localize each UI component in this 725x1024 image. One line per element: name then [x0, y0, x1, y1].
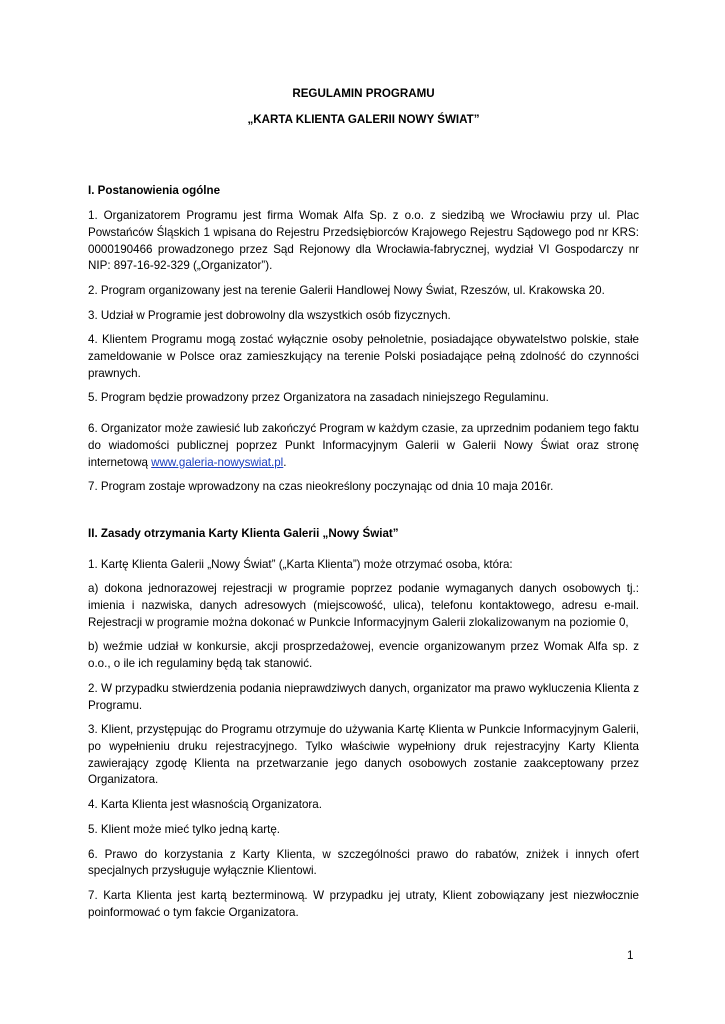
section2-paragraph-2: 2. W przypadku stwierdzenia podania nieprawdziwych danych, organizator ma prawo wykluczenia Klienta z Programu. — [88, 681, 639, 712]
section2-paragraph-5: 5. Klient może mieć tylko jedną kartę. — [88, 822, 281, 836]
document-page — [88, 86, 639, 929]
section1-paragraph-6-end: . — [283, 455, 287, 469]
section1-paragraph-1: 1. Organizatorem Programu jest firma Womak Alfa Sp. z o.o. z siedzibą we Wrocławiu przy ul. Plac Powstańców Śląskich 1 wpisana do Rejestru Przedsiębiorców Krajowego Rejestru Sądowego pod nr KRS: 0000190466 prowadzonego przez Sąd Rejonowy dla Wrocławia-fabrycznej, wydział VI Gospodarczy nr NIP: 897-16-92-329 („Organizator”). — [88, 209, 639, 273]
section2-paragraph-4: 4. Karta Klienta jest własnością Organizatora. — [88, 798, 322, 812]
document-title-line1: REGULAMIN PROGRAMU — [292, 87, 435, 100]
section1-paragraph-7: 7. Program zostaje wprowadzony na czas nieokreślony poczynając od dnia 10 maja 2016r. — [88, 480, 554, 494]
section1-paragraph-4: 4. Klientem Programu mogą zostać wyłącznie osoby pełnoletnie, posiadające obywatelstwo polskie, stałe zameldowanie w Polsce oraz zamieszkujący na terenie Polski posiadające pełną zdolność do czynności prawnych. — [88, 333, 639, 380]
website-link[interactable]: www.galeria-nowyswiat.pl — [151, 455, 284, 469]
section2-heading: II. Zasady otrzymania Karty Klienta Galerii „Nowy Świat” — [88, 526, 399, 540]
section2-paragraph-7: 7. Karta Klienta jest kartą bezterminową. W przypadku jej utraty, Klient zobowiązany jest niezwłocznie poinformować o tym fakcie Organizatora. — [88, 888, 639, 919]
section1-paragraph-5: 5. Program będzie prowadzony przez Organizatora na zasadach niniejszego Regulaminu. — [88, 391, 549, 405]
section1-heading: I. Postanowienia ogólne — [88, 184, 221, 198]
section1-paragraph-6 — [88, 421, 639, 471]
section1-paragraph-6-text: 6. Organizator może zawiesić lub zakończyć Program w każdym czasie, za uprzednim podaniem tego faktu do wiadomości publicznej poprzez Punkt Informacyjnym Galerii w Galerii Nowy Świat oraz stronę internetową — [88, 422, 639, 469]
section1-paragraph-3: 3. Udział w Programie jest dobrowolny dla wszystkich osób fizycznych. — [88, 308, 451, 322]
page-number: 1 — [627, 949, 634, 962]
section2-paragraph-6: 6. Prawo do korzystania z Karty Klienta, w szczególności prawo do rabatów, zniżek i innych ofert specjalnych przysługuje wyłącznie Klientowi. — [88, 847, 639, 878]
section-spacer — [88, 504, 639, 526]
section2-paragraph-3: 3. Klient, przystępując do Programu otrzymuje do używania Kartę Klienta w Punkcie Informacyjnym Galerii, po wypełnieniu druku rejestracyjnego. Tylko właściwie wypełniony druk rejestracyjny Karty Klienta zawierający zgodę Klienta na przetwarzanie jego danych osobowych zostanie zaakceptowany przez Organizatora. — [88, 723, 639, 787]
section1-paragraph-2: 2. Program organizowany jest na terenie Galerii Handlowej Nowy Świat, Rzeszów, ul. Krakowska 20. — [88, 283, 605, 297]
section2-paragraph-1: 1. Kartę Klienta Galerii „Nowy Świat” („Karta Klienta”) może otrzymać osoba, która: — [88, 557, 513, 571]
section2-paragraph-a: a) dokona jednorazowej rejestracji w programie poprzez podanie wymaganych danych osobowych tj.: imienia i nazwiska, danych adresowych (miejscowość, ulica), telefonu kontaktowego, adresu e-mail. Rejestracji w programie można dokonać w Punkcie Informacyjnym Galerii zlokalizowanym na poziomie 0, — [88, 582, 639, 629]
document-title-line2: „KARTA KLIENTA GALERII NOWY ŚWIAT” — [247, 112, 480, 126]
section2-paragraph-b: b) weźmie udział w konkursie, akcji prosprzedażowej, evencie organizowanym przez Womak Alfa sp. z o.o., o ile ich regulaminy będą tak stanowić. — [88, 640, 639, 671]
